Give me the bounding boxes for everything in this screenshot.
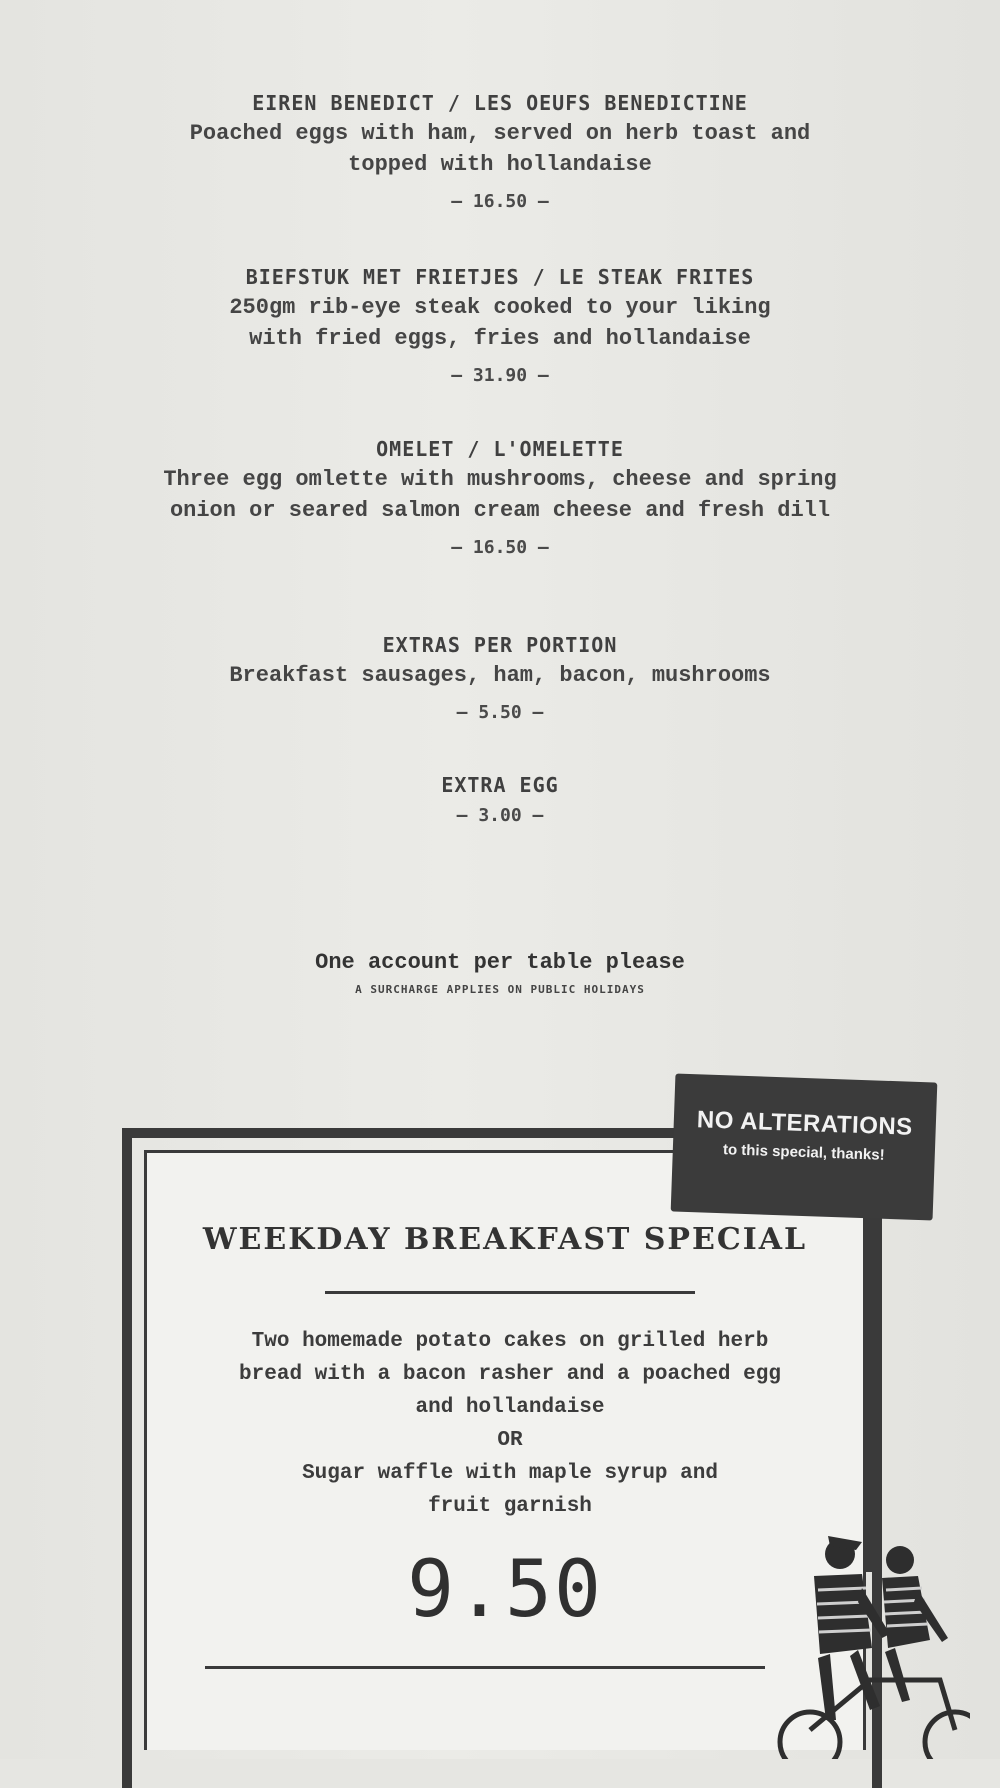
footer-notes: [200, 950, 800, 996]
item-title: EXTRA EGG: [441, 773, 559, 797]
menu-item-extras: [130, 630, 870, 727]
special-title: WEEKDAY BREAKFAST SPECIAL: [202, 1222, 808, 1257]
menu-item-eggs-benedict: [130, 88, 870, 216]
item-title: EIREN BENEDICT / LES OEUFS BENEDICTINE: [252, 91, 748, 115]
account-note: One account per table please: [315, 950, 685, 975]
special-description: Two homemade potato cakes on grilled herb bread with a bacon rasher and a poached egg and hollandaise OR Sugar waffle with maple syrup and fruit garnish: [239, 1330, 781, 1518]
badge-subtitle: to this special, thanks!: [722, 1141, 885, 1164]
cyclists-illustration: [770, 1530, 970, 1759]
item-title: EXTRAS PER PORTION: [382, 633, 618, 657]
item-price: — 3.00 —: [456, 805, 544, 826]
item-description: Three egg omlette with mushrooms, cheese and spring onion or seared salmon cream cheese and fresh dill: [163, 467, 837, 523]
item-description: Poached eggs with ham, served on herb toast and topped with hollandaise: [189, 121, 811, 177]
item-description: Breakfast sausages, ham, bacon, mushrooms: [229, 663, 771, 688]
no-alterations-badge: [671, 1073, 938, 1220]
surcharge-note: A SURCHARGE APPLIES ON PUBLIC HOLIDAYS: [355, 983, 645, 996]
badge-title: NO ALTERATIONS: [696, 1106, 914, 1141]
badge-post: [864, 1212, 876, 1572]
item-title: OMELET / L'OMELETTE: [376, 437, 624, 461]
item-description: 250gm rib-eye steak cooked to your liking with fried eggs, fries and hollandaise: [229, 295, 771, 351]
item-price: — 16.50 —: [451, 537, 549, 558]
item-title: BIEFSTUK MET FRIETJES / LE STEAK FRITES: [245, 265, 755, 289]
item-price: — 16.50 —: [451, 191, 549, 212]
menu-item-steak-frites: [130, 262, 870, 390]
special-price: 9.50: [407, 1545, 603, 1635]
menu-item-omelette: [130, 434, 870, 562]
item-price: — 31.90 —: [451, 365, 549, 386]
special-divider-bottom: [205, 1666, 765, 1669]
special-divider-top: [325, 1291, 695, 1294]
menu-item-extra-egg: [130, 770, 870, 830]
item-price: — 5.50 —: [456, 702, 544, 723]
